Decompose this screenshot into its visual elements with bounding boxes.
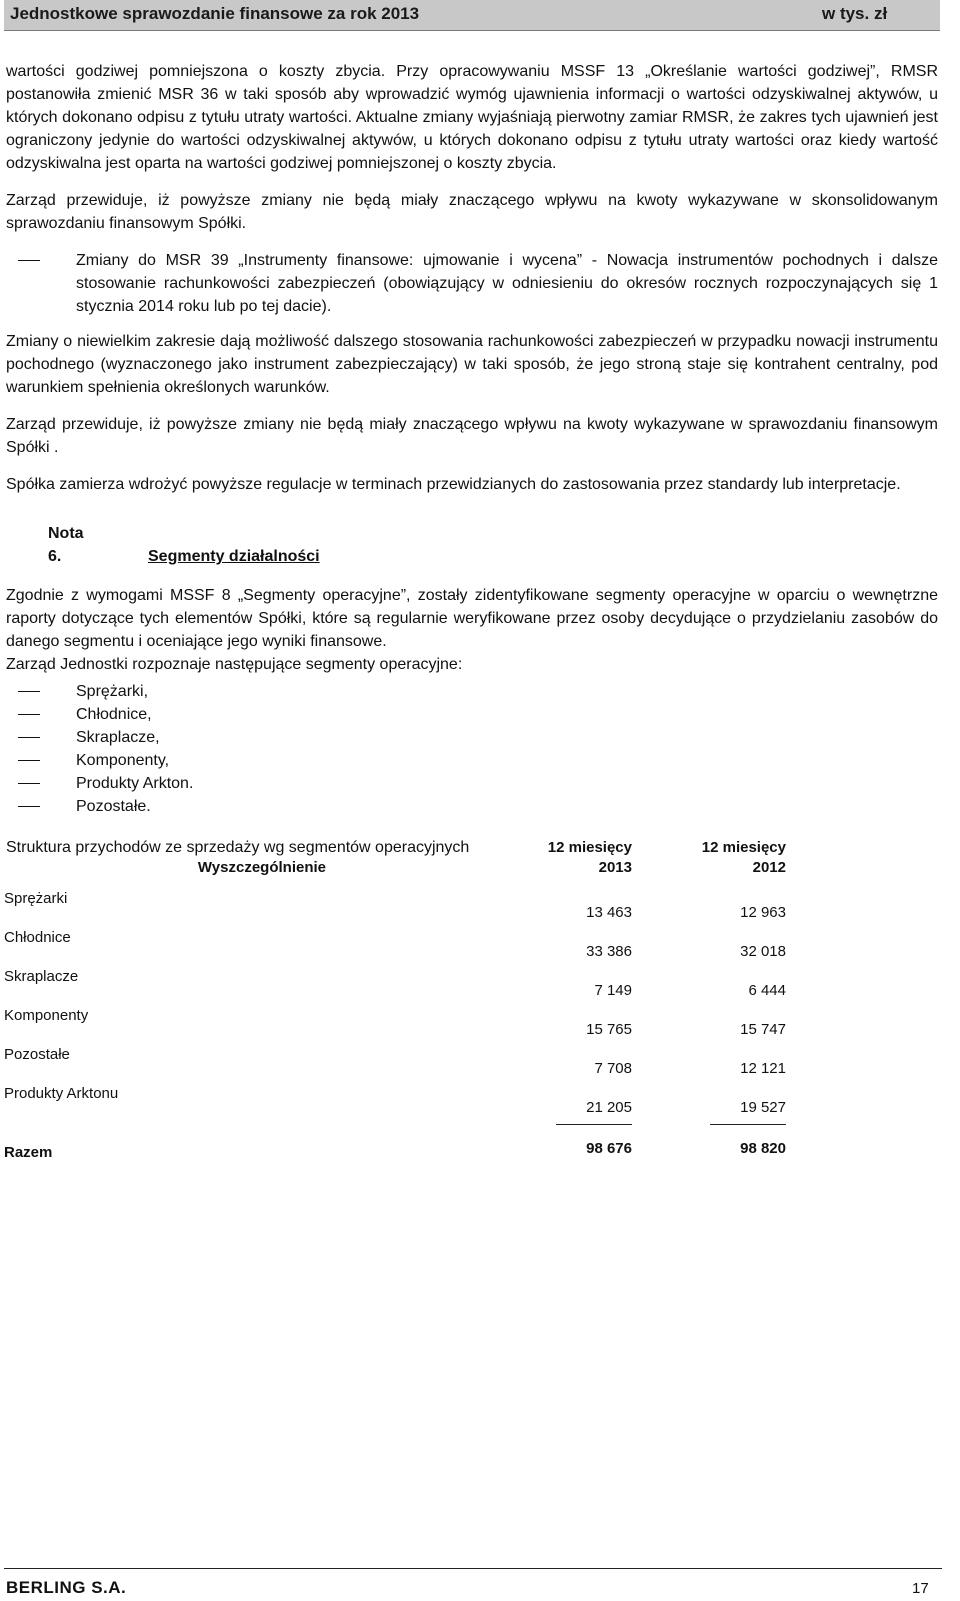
segments-list — [6, 680, 938, 818]
list-item: Sprężarki, — [6, 680, 938, 703]
dash-bullet-icon — [18, 783, 40, 784]
table-cell: 33 386 — [586, 943, 632, 960]
table-cell: 19 527 — [740, 1099, 786, 1116]
column-header-2012-line2: 2012 — [752, 859, 786, 876]
column-header-2012-line1: 12 miesięcy — [701, 839, 786, 856]
table-cell: 21 205 — [586, 1099, 632, 1116]
table-cell: 15 747 — [740, 1021, 786, 1038]
section-heading — [6, 522, 938, 568]
company-name: BERLING S.A. — [6, 1578, 127, 1597]
dash-bullet-icon — [18, 691, 40, 692]
page-number: 17 — [912, 1580, 929, 1597]
dash-bullet-icon — [18, 737, 40, 738]
header-bar — [4, 0, 940, 31]
section-number: Nota 6. — [48, 525, 84, 565]
list-item: Pozostałe. — [6, 795, 938, 818]
table-cell: 32 018 — [740, 943, 786, 960]
page-header — [0, 0, 960, 44]
list-item-text: Zmiany do MSR 39 „Instrumenty finansowe: ujmowanie i wycena” - Nowacja instrumentów pochodnych i dalsze stosowanie rachunkowości zabezpieczeń (obowiązujący w odniesieniu do okresów rocznych rozpoczynających się 1 stycznia 2014 roku lub po tej dacie). — [76, 252, 938, 315]
dash-bullet-icon — [18, 760, 40, 761]
table-cell: 12 121 — [740, 1060, 786, 1077]
table-cell: 13 463 — [586, 904, 632, 921]
section-intro: Zgodnie z wymogami MSSF 8 „Segmenty operacyjne”, zostały zidentyfikowane segmenty operacyjne w oparciu o wewnętrzne raporty dotyczące tych elementów Spółki, które są regularnie weryfikowane przez osoby decydujące o przydzielaniu zasobów do danego segmentu i oceniające jego wyniki finansowe. — [6, 587, 938, 650]
total-cell: 98 676 — [586, 1140, 632, 1157]
page-footer — [0, 1568, 960, 1601]
total-label: Razem — [4, 1144, 53, 1161]
list-item: Komponenty, — [6, 749, 938, 772]
row-label: Sprężarki — [4, 890, 68, 907]
revenue-segments-table — [0, 838, 960, 1178]
row-label: Pozostałe — [4, 1046, 70, 1063]
currency-unit: w tys. zł — [822, 4, 888, 23]
table-cell: 6 444 — [748, 982, 786, 999]
paragraph: wartości godziwej pomniejszona o koszty zbycia. Przy opracowywaniu MSSF 13 „Określanie wartości godziwej”, RMSR postanowiła zmienić MSR 36 w taki sposób aby wprowadzić wymóg ujawnienia informacji o wartości odzyskiwalnej aktywów, u których dokonano odpisu z tytułu utraty wartości. Aktualne zmiany wyjaśniają pierwotny zamiar RMSR, że zakres tych ujawnień jest ograniczony jedynie do wartości odzyskiwalnej aktywów, u których dokonano odpisu z tytułu utraty wartości oraz kiedy wartość odzyskiwalna jest oparta na wartości godziwej pomniejszonej o koszty zbycia. — [6, 63, 938, 172]
row-label: Skraplacze — [4, 968, 79, 985]
report-title: Jednostkowe sprawozdanie finansowe za rok 2013 — [10, 4, 420, 23]
list-item: Produkty Arkton. — [6, 772, 938, 795]
dash-bullet-icon — [18, 260, 40, 261]
column-header-2013-line2: 2013 — [598, 859, 632, 876]
paragraph: Zarząd przewiduje, iż powyższe zmiany nie będą miały znaczącego wpływu na kwoty wykazywane w sprawozdaniu finansowym Spółki . — [6, 416, 938, 456]
document-body — [6, 60, 938, 873]
column-header-2013-line1: 12 miesięcy — [547, 839, 632, 856]
table-title: Struktura przychodów ze sprzedaży wg segmentów operacyjnych — [6, 839, 470, 856]
dash-bullet-icon — [18, 806, 40, 807]
table-cell: 7 149 — [594, 982, 632, 999]
table-cell: 7 708 — [594, 1060, 632, 1077]
column-header-description: Wyszczególnienie — [197, 859, 326, 876]
section-title: Segmenty działalności — [148, 548, 320, 565]
paragraph: Zmiany o niewielkim zakresie dają możliwość dalszego stosowania rachunkowości zabezpieczeń w przypadku nowacji instrumentu pochodnego (wyznaczonego jako instrument zabezpieczający) w taki sposób, że jego stroną staje się kontrahent centralny, pod warunkiem spełnienia określonych warunków. — [6, 333, 938, 396]
paragraph: Spółka zamierza wdrożyć powyższe regulacje w terminach przewidzianych do zastosowania przez standardy lub interpretacje. — [6, 476, 901, 493]
row-label: Komponenty — [4, 1007, 89, 1024]
row-label: Produkty Arktonu — [4, 1085, 119, 1102]
total-rule — [710, 1124, 786, 1125]
dash-bullet-icon — [18, 714, 40, 715]
total-cell: 98 820 — [740, 1140, 786, 1157]
list-item: Skraplacze, — [6, 726, 938, 749]
table-cell: 15 765 — [586, 1021, 632, 1038]
total-rule — [556, 1124, 632, 1125]
segments-intro: Zarząd Jednostki rozpoznaje następujące segmenty operacyjne: — [6, 656, 463, 673]
row-label: Chłodnice — [4, 929, 71, 946]
list-item: Chłodnice, — [6, 703, 938, 726]
table-cell: 12 963 — [740, 904, 786, 921]
dash-list-item — [6, 249, 938, 318]
footer-divider — [4, 1568, 942, 1569]
paragraph: Zarząd przewiduje, iż powyższe zmiany nie będą miały znaczącego wpływu na kwoty wykazywane w skonsolidowanym sprawozdaniu finansowym Spółki. — [6, 192, 938, 232]
